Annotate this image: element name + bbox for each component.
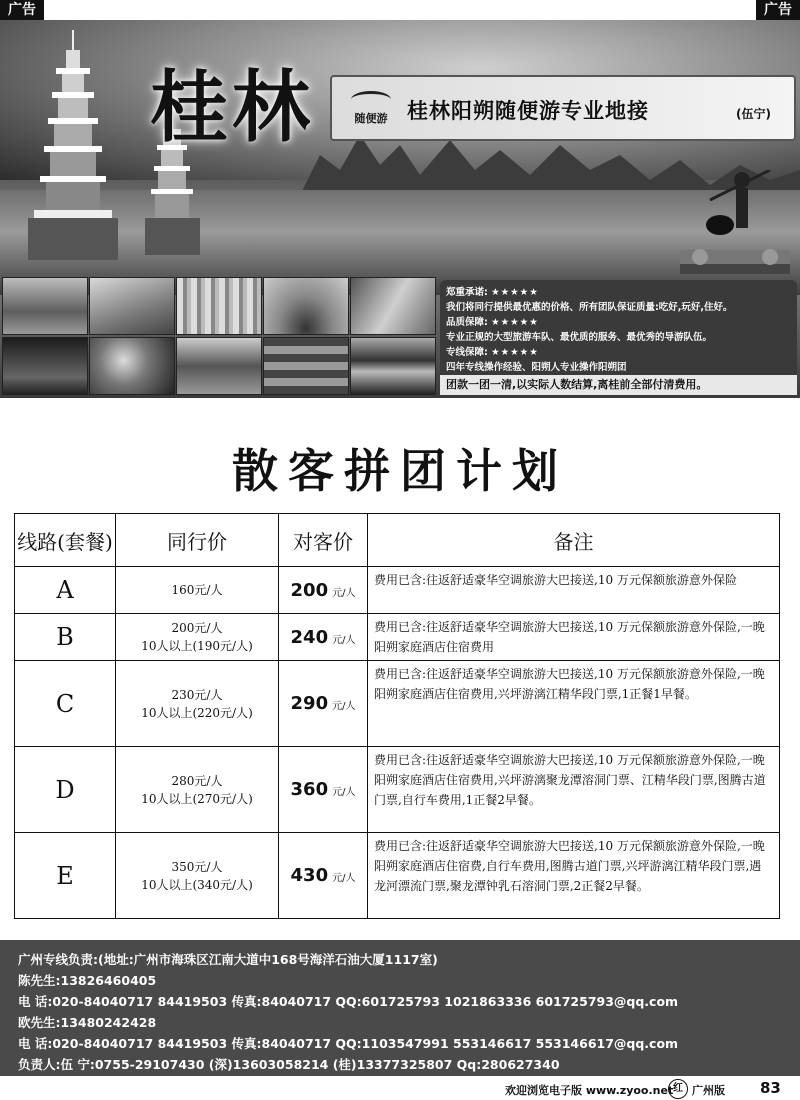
peer-price-base: 280元/人 bbox=[171, 773, 223, 788]
route-code: D bbox=[15, 747, 116, 833]
footer-edition: 广州版 bbox=[692, 1084, 725, 1097]
scenery-thumbnail bbox=[263, 277, 349, 335]
promise-label: 品质保障: bbox=[446, 317, 488, 328]
client-price-value: 290 bbox=[290, 693, 329, 714]
header-note: 备注 bbox=[368, 514, 780, 567]
peer-price bbox=[116, 833, 279, 919]
price-unit: 元/人 bbox=[332, 634, 356, 646]
contact-phones-ou: 电 话:020-84040717 84419503 传真:84040717 QQ:1103547991 553146617 553146617@qq.com bbox=[18, 1036, 679, 1051]
peer-price-group: 10人以上(190元/人) bbox=[141, 639, 253, 653]
brand-logo-text: 随便游 bbox=[354, 112, 388, 125]
slogan-box bbox=[330, 75, 796, 141]
promise-line-1 bbox=[446, 286, 791, 299]
advert-banner bbox=[0, 20, 800, 398]
client-price bbox=[279, 747, 368, 833]
promise-line-3 bbox=[446, 346, 791, 359]
contact-info-box bbox=[0, 940, 800, 1076]
included-fees-note: 费用已含:往返舒适豪华空调旅游大巴接送,10 万元保额旅游意外保险,一晚阳朔家庭酒店住宿费用,兴坪游漓聚龙潭溶洞门票、江精华段门票,图腾古道门票,自行车费用,1正餐2早餐。 bbox=[368, 747, 780, 833]
route-code: B bbox=[15, 614, 116, 661]
contact-person-chen: 陈先生:13826460405 bbox=[18, 973, 157, 988]
peer-price bbox=[116, 567, 279, 614]
table-row bbox=[15, 614, 780, 661]
client-price bbox=[279, 661, 368, 747]
pagoda-tall-illustration bbox=[28, 30, 118, 260]
route-code: E bbox=[15, 833, 116, 919]
header-route bbox=[15, 514, 116, 567]
scenery-thumbnail bbox=[2, 337, 88, 395]
client-price bbox=[279, 567, 368, 614]
peer-price-base: 350元/人 bbox=[171, 859, 223, 874]
table-row bbox=[15, 661, 780, 747]
peer-price-base: 230元/人 bbox=[171, 687, 223, 702]
peer-price bbox=[116, 661, 279, 747]
star-rating-icon: ★★★★★ bbox=[491, 287, 539, 298]
header-peer-price: 同行价 bbox=[116, 514, 279, 567]
included-fees-note: 费用已含:往返舒适豪华空调旅游大巴接送,10 万元保额旅游意外保险 bbox=[368, 567, 780, 614]
table-row bbox=[15, 833, 780, 919]
route-code: A bbox=[15, 567, 116, 614]
price-unit: 元/人 bbox=[332, 701, 356, 712]
brand-logo-arc-icon bbox=[351, 91, 391, 108]
brand-logo bbox=[346, 91, 396, 127]
client-price-value: 240 bbox=[290, 626, 329, 648]
promise-line-2 bbox=[446, 316, 791, 329]
ad-tag-left: 广告 bbox=[0, 0, 44, 20]
contact-manager: 负责人:伍 宁:0755-29107430 (深)13603058214 (桂)13377325807 Qq:280627340 bbox=[18, 1057, 560, 1072]
peer-price bbox=[116, 614, 279, 661]
star-rating-icon: ★★★★★ bbox=[491, 317, 539, 328]
scenery-thumbnails bbox=[0, 275, 438, 395]
tour-plan-table bbox=[14, 513, 780, 919]
table-header-row bbox=[15, 514, 780, 567]
banner-title: 桂林 bbox=[150, 62, 315, 153]
table-row bbox=[15, 567, 780, 614]
contact-phones-chen: 电 话:020-84040717 84419503 传真:84040717 QQ:601725793 1021863336 601725793@qq.com bbox=[18, 994, 679, 1009]
service-promise-box bbox=[440, 280, 797, 388]
page-footer bbox=[0, 1078, 800, 1100]
included-fees-note: 费用已含:往返舒适豪华空调旅游大巴接送,10 万元保额旅游意外保险,一晚阳朔家庭酒店住宿费用 bbox=[368, 614, 780, 661]
client-price-value: 430 bbox=[290, 865, 329, 886]
peer-price bbox=[116, 747, 279, 833]
peer-price-group: 10人以上(340元/人) bbox=[141, 877, 253, 892]
payment-terms: 团款一团一清,以实际人数结算,离桂前全部付清费用。 bbox=[440, 375, 797, 395]
scenery-thumbnail bbox=[89, 337, 175, 395]
price-unit: 元/人 bbox=[332, 587, 356, 599]
page-number: 83 bbox=[760, 1079, 781, 1097]
contact-person-ou: 欧先生:13480242428 bbox=[18, 1015, 157, 1030]
scenery-thumbnail bbox=[263, 337, 349, 395]
scenery-thumbnail bbox=[176, 277, 262, 335]
ad-tag-right: 广告 bbox=[756, 0, 800, 20]
price-unit: 元/人 bbox=[332, 787, 356, 798]
scenery-thumbnail bbox=[89, 277, 175, 335]
star-rating-icon: ★★★★★ bbox=[491, 347, 539, 358]
promise-label: 郑重承诺: bbox=[446, 287, 488, 298]
route-code: C bbox=[15, 661, 116, 747]
slogan-text: 桂林阳朔随便游专业地接 bbox=[407, 99, 649, 123]
peer-price-base: 160元/人 bbox=[171, 583, 223, 597]
scenery-thumbnail bbox=[2, 277, 88, 335]
footer-welcome: 欢迎浏览电子版 www.zyoo.net bbox=[505, 1084, 674, 1097]
included-fees-note: 费用已含:往返舒适豪华空调旅游大巴接送,10 万元保额旅游意外保险,一晚阳朔家庭酒店住宿费,自行车费用,图腾古道门票,兴坪游漓江精华段门票,遇龙河漂流门票,聚龙潭钟乳石溶洞门票,2正餐2早餐。 bbox=[368, 833, 780, 919]
client-price bbox=[279, 833, 368, 919]
page-title: 散客拼团计划 bbox=[232, 444, 568, 498]
scenery-thumbnail bbox=[350, 277, 436, 335]
promise-label: 专线保障: bbox=[446, 347, 488, 358]
peer-price-group: 10人以上(270元/人) bbox=[141, 791, 253, 806]
table-row bbox=[15, 747, 780, 833]
scenery-thumbnail bbox=[176, 337, 262, 395]
header-route-label: 线路(套餐) bbox=[17, 529, 113, 554]
peer-price-base: 200元/人 bbox=[171, 621, 223, 635]
promise-text-2: 专业正规的大型旅游车队、最优质的服务、最优秀的导游队伍。 bbox=[446, 332, 713, 343]
slogan-sub: (伍宁) bbox=[736, 107, 771, 121]
promise-text-1: 我们将同行提供最优惠的价格、所有团队保证质量:吃好,玩好,住好。 bbox=[446, 302, 733, 313]
header-client-price: 对客价 bbox=[279, 514, 368, 567]
client-price bbox=[279, 614, 368, 661]
contact-address: 广州专线负责:(地址:广州市海珠区江南大道中168号海洋石油大厦1117室) bbox=[18, 952, 438, 967]
peer-price-group: 10人以上(220元/人) bbox=[141, 705, 253, 720]
footer-badge-icon: 红 bbox=[668, 1079, 688, 1099]
included-fees-note: 费用已含:往返舒适豪华空调旅游大巴接送,10 万元保额旅游意外保险,一晚阳朔家庭酒店住宿费用,兴坪游漓江精华段门票,1正餐1早餐。 bbox=[368, 661, 780, 747]
client-price-value: 200 bbox=[290, 579, 329, 601]
fisherman-raft-illustration bbox=[680, 170, 790, 290]
client-price-value: 360 bbox=[290, 779, 329, 800]
promise-text-3: 四年专线操作经验、阳朔人专业操作阳朔团 bbox=[446, 362, 627, 373]
price-unit: 元/人 bbox=[332, 873, 356, 884]
scenery-thumbnail bbox=[350, 337, 436, 395]
